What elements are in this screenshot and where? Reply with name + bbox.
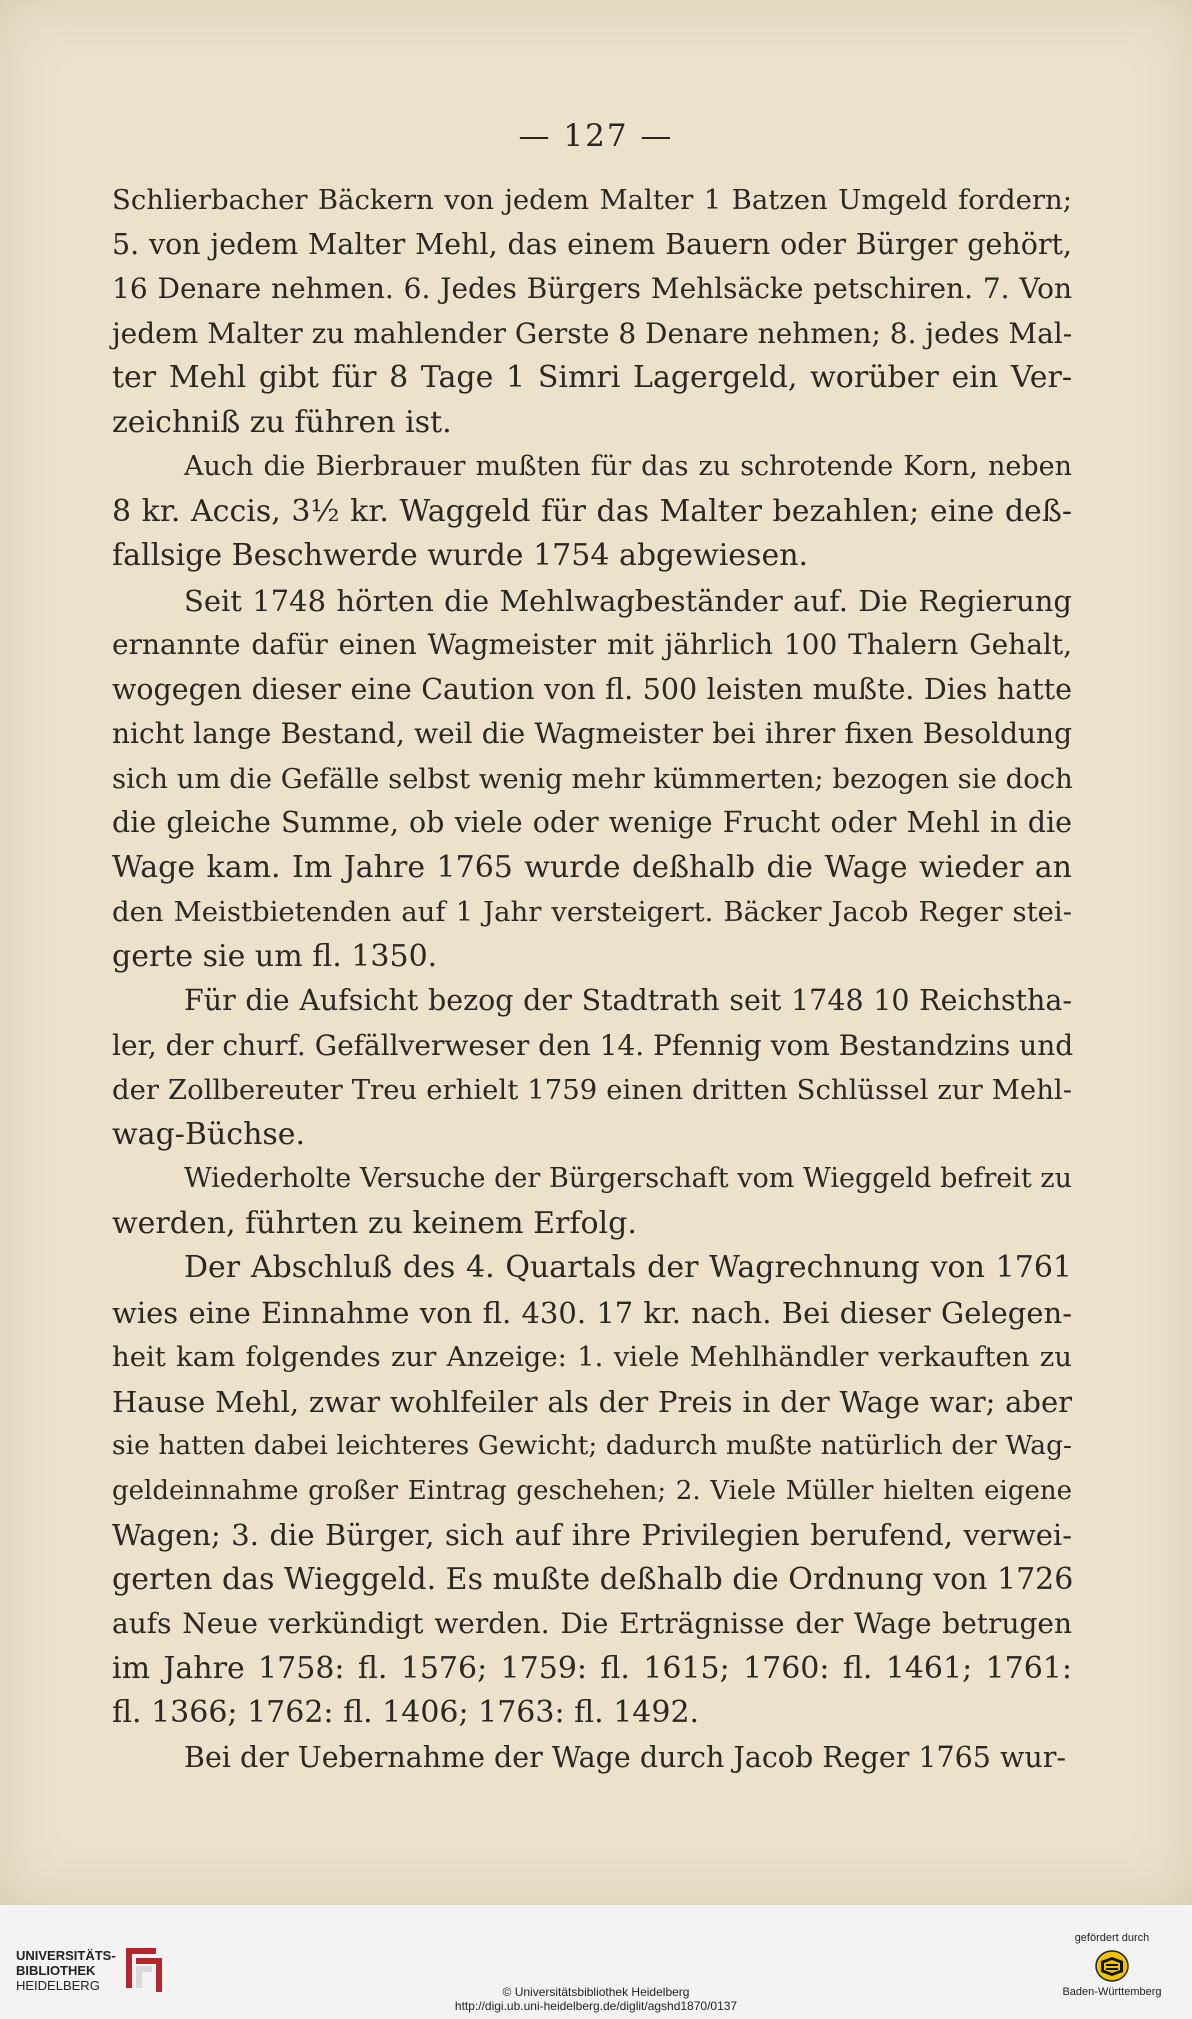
paragraph [112,1246,1072,1736]
text-line: Hause Mehl, zwar wohlfeiler als der Preis in der Wage war; aber [112,1384,1072,1419]
source-url-link[interactable]: http://digi.ub.uni-heidelberg.de/diglit/agshd1870/0137 [454,1999,738,2013]
funded-by-label: gefördert durch [1074,1932,1150,1944]
text-line: wies eine Einnahme von fl. 430. 17 kr. nach. Bei dieser Gelegen- [112,1295,1072,1330]
text-line: aufs Neue verkündigt werden. Die Erträgnisse der Wage betrugen [112,1607,1072,1640]
text-line: ler, der churf. Gefällverweser den 14. Pfennig vom Bestandzins und [112,1028,1074,1062]
text-line: Wagen; 3. die Bürger, sich auf ihre Privilegien berufend, verwei- [112,1518,1072,1552]
text-line: Wage kam. Im Jahre 1765 wurde deßhalb die Wage wieder an [112,849,1072,885]
baden-wuerttemberg-emblem-icon [1094,1948,1130,1984]
text-line: werden, führten zu keinem Erfolg. [112,1205,637,1241]
text-line: zeichniß zu führen ist. [112,404,452,440]
library-name-line3: HEIDELBERG [16,1978,100,1993]
library-name-line2: BIBLIOTHEK [16,1963,96,1978]
text-line: Bei der Uebernahme der Wage durch Jacob Reger 1765 wur- [184,1740,1066,1774]
paragraph [112,445,1072,579]
paragraph [112,1157,1072,1246]
funder-name: Baden-Württemberg [1062,1986,1162,1998]
text-line: 8 kr. Accis, 3½ kr. Waggeld für das Malter bezahlen; eine deß- [112,493,1072,529]
paragraph [112,1736,1072,1781]
text-line: der Zollbereuter Treu erhielt 1759 einen dritten Schlüssel zur Mehl- [112,1074,1072,1106]
text-line: 5. von jedem Malter Mehl, das einem Bauern oder Bürger gehört, [112,227,1072,261]
text-line: Seit 1748 hörten die Mehlwagbeständer auf. Die Regierung [184,583,1072,618]
text-line: fallsige Beschwerde wurde 1754 abgewiesen. [112,538,809,573]
text-line: heit kam folgendes zur Anzeige: 1. viele Mehlhändler verkauften zu [112,1341,1072,1373]
text-line: nicht lange Bestand, weil die Wagmeister bei ihrer fixen Besoldung [112,717,1072,750]
paragraph [112,579,1072,980]
funder-block [1052,1932,1172,1998]
text-line: gerten das Wieggeld. Es mußte deßhalb die Ordnung von 1726 [112,1561,1074,1597]
body-text [112,178,1072,1780]
text-line: Für die Aufsicht bezog der Stadtrath seit 1748 10 Reichstha- [184,984,1072,1017]
text-line: die gleiche Summe, ob viele oder wenige Frucht oder Mehl in die [112,806,1072,839]
text-line: ter Mehl gibt für 8 Tage 1 Simri Lagergeld, worüber ein Ver- [112,360,1072,395]
library-name-line1: UNIVERSITÄTS- [16,1948,116,1963]
text-line: wag-Büchse. [112,1116,306,1152]
text-line: 16 Denare nehmen. 6. Jedes Bürgers Mehlsäcke petschiren. 7. Von [112,272,1072,305]
text-line: gerte sie um fl. 1350. [112,938,438,974]
copyright-block [0,1985,1192,2013]
text-line: sich um die Gefälle selbst wenig mehr kümmerten; bezogen sie doch [112,762,1073,795]
text-line: wogegen dieser eine Caution von fl. 500 leisten mußte. Dies hatte [112,672,1072,706]
copyright-text: © Universitätsbibliothek Heidelberg [502,1985,690,1999]
text-line: Wiederholte Versuche der Bürgerschaft vom Wieggeld befreit zu [184,1163,1072,1194]
text-line: jedem Malter zu mahlender Gerste 8 Denare nehmen; 8. jedes Mal- [112,316,1073,350]
paragraph [112,979,1072,1157]
text-line: Auch die Bierbrauer mußten für das zu schrotende Korn, neben [184,451,1072,482]
page-number: — 127 — [518,118,674,154]
text-line: ernannte dafür einen Wagmeister mit jährlich 100 Thalern Gehalt, [112,628,1072,661]
text-line: Schlierbacher Bäckern von jedem Malter 1 Batzen Umgeld fordern; [112,184,1072,216]
text-line: im Jahre 1758: fl. 1576; 1759: fl. 1615; 1760: fl. 1461; 1761: [112,1650,1072,1686]
text-line: Der Abschluß des 4. Quartals der Wagrechnung von 1761 [184,1250,1072,1285]
text-line: geldeinnahme großer Eintrag geschehen; 2. Viele Müller hielten eigene [112,1475,1072,1506]
text-line: den Meistbietenden auf 1 Jahr versteigert. Bäcker Jacob Reger stei- [112,896,1072,928]
text-line: fl. 1366; 1762: fl. 1406; 1763: fl. 1492. [112,1695,700,1730]
paragraph [112,178,1072,445]
text-line: sie hatten dabei leichteres Gewicht; dadurch mußte natürlich der Wag- [112,1430,1072,1461]
